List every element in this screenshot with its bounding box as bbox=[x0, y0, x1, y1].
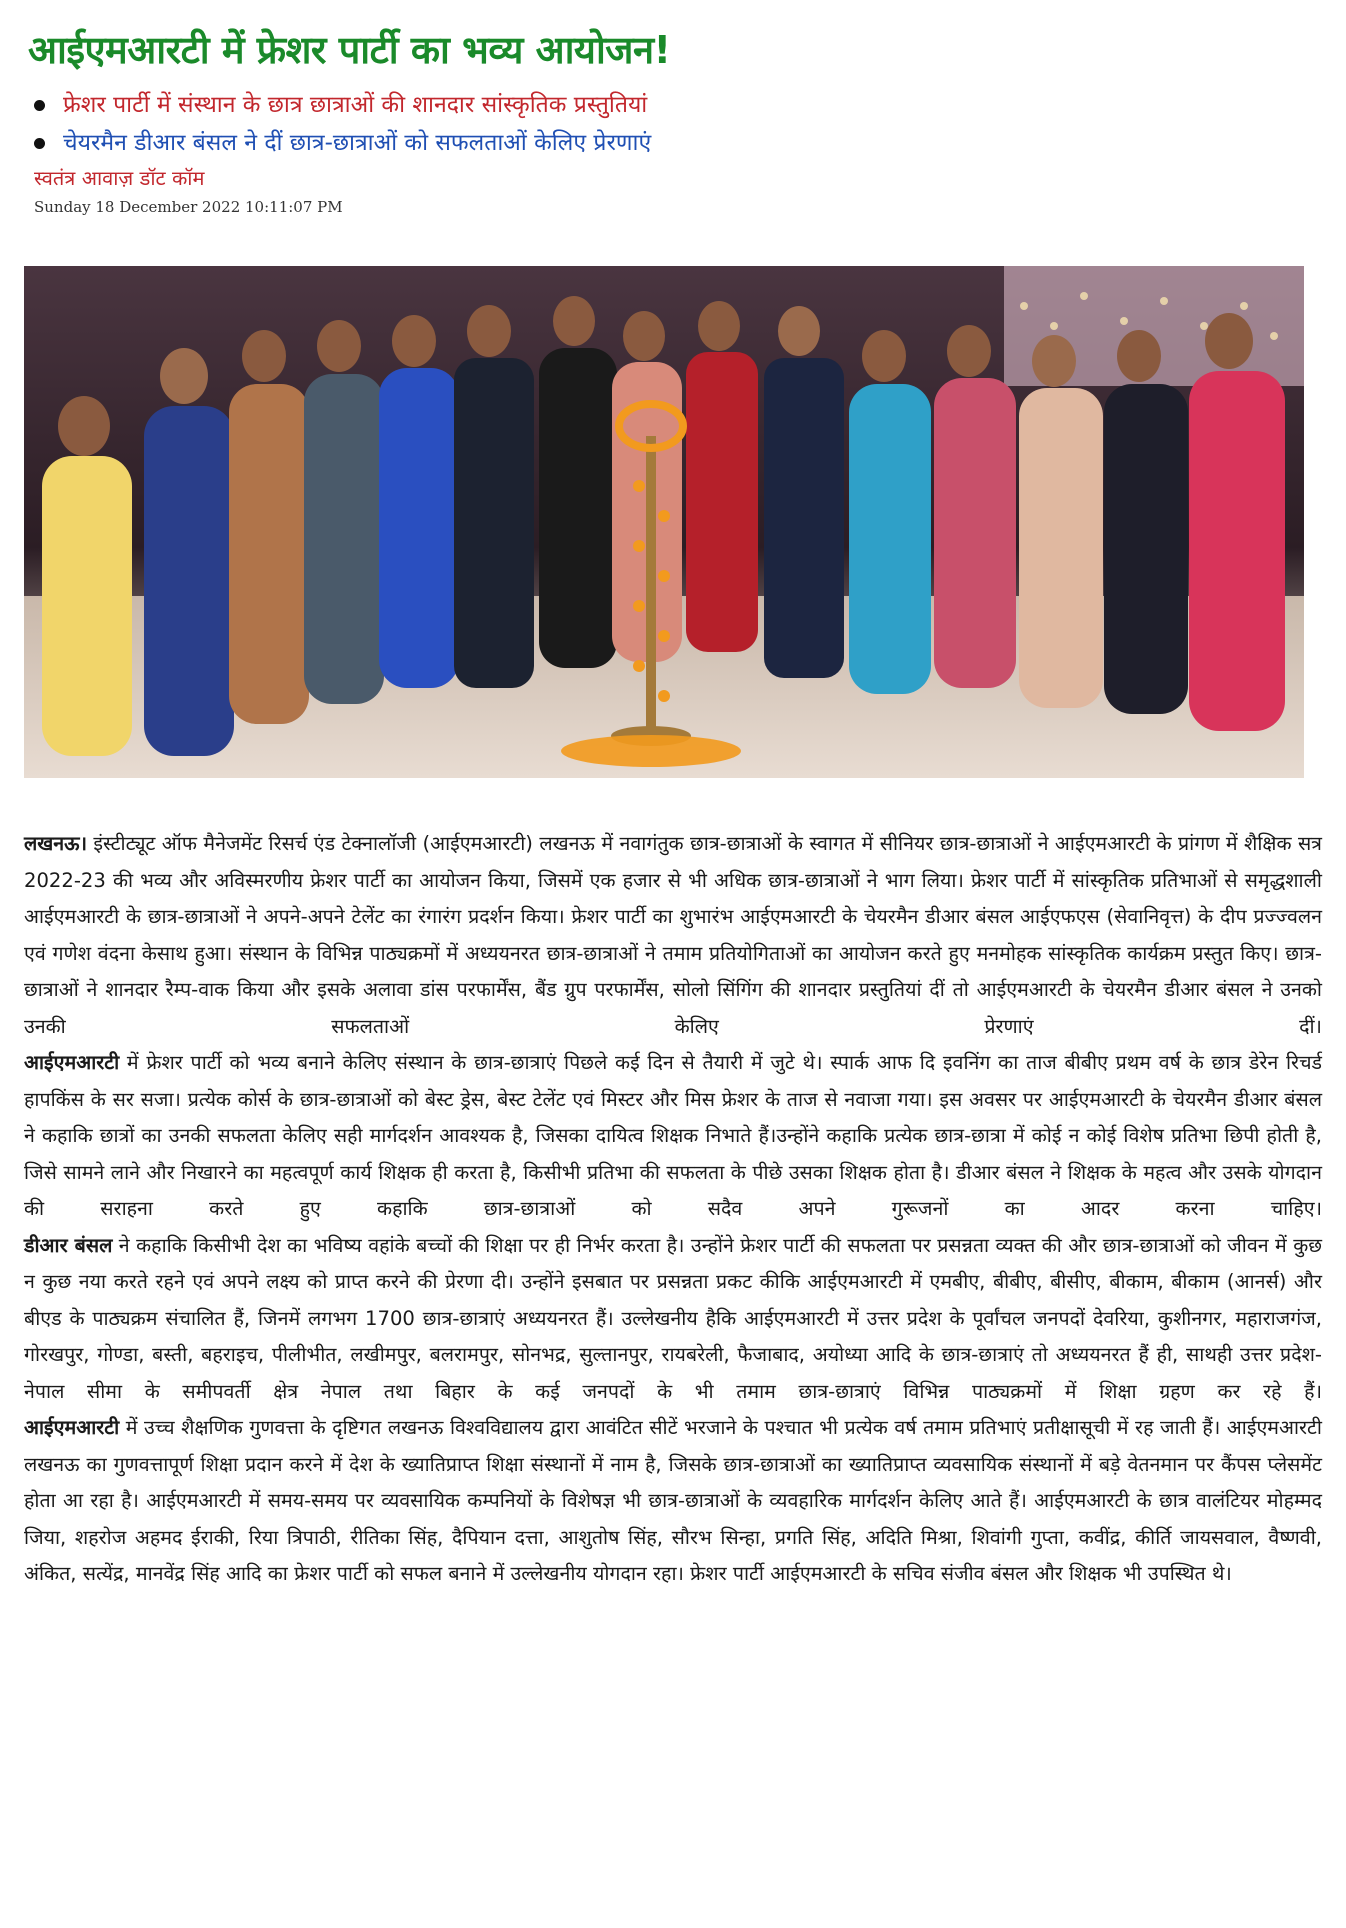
paragraph-text: में उच्च शैक्षणिक गुणवत्ता के दृष्टिगत लखनऊ विश्वविद्यालय द्वारा आवंटित सीटें भरजाने के पश्चात भी प्रत्येक वर्ष तमाम प्रतिभाएं प्रतीक्षासूची में रह जाती हैं। आईएमआरटी लखनऊ का गुणवत्तापूर्ण शिक्षा प्रदान करने में देश के ख्यातिप्राप्त शिक्षा संस्थानों में नाम है, जिसके छात्र-छात्राओं का ख्यातिप्राप्त व्यवसायिक संस्थानों में बड़े वेतनमान पर कैंपस प्लेसमेंट होता आ रहा है। आईएमआरटी में समय-समय पर व्यवसायिक कम्पनियों के विशेषज्ञ भी छात्र-छात्राओं के व्यवहारिक मार्गदर्शन केलिए आते हैं। आईएमआरटी के छात्र वालंटियर मोहम्मद जिया, शहरोज अहमद ईराकी, रिया त्रिपाठी, रीतिका सिंह, दैपियान दत्ता, आशुतोष सिंह, सौरभ सिन्हा, प्रगति सिंह, अदिति मिश्रा, शिवांगी गुप्ता, कवींद्र, कीर्ति जायसवाल, वैष्णवी, अंकित, सत्येंद्र, मानवेंद्र सिंह आदि का फ्रेशर पार्टी को सफल बनाने में उल्लेखनीय योगदान रहा। फ्रेशर पार्टी आईएमआरटी के सचिव संजीव बंसल और शिक्षक भी उपस्थित थे। bbox=[24, 1416, 1322, 1585]
paragraph-lead: आईएमआरटी bbox=[24, 1051, 120, 1074]
article-paragraph bbox=[24, 826, 1322, 1045]
article-paragraph bbox=[24, 1410, 1322, 1593]
paragraph-text: इंस्टीट्यूट ऑफ मैनेजमेंट रिसर्च एंड टेक्नालॉजी (आईएमआरटी) लखनऊ में नवागंतुक छात्र-छात्राओं के स्वागत में सीनियर छात्र-छात्राओं ने आईएमआरटी के प्रांगण में शैक्षिक सत्र 2022-23 की भव्य और अविस्मरणीय फ्रेशर पार्टी का आयोजन किया, जिसमें एक हजार से भी अधिक छात्र-छात्राओं ने भाग लिया। फ्रेशर पार्टी में सांस्कृतिक प्रतिभाओं से समृद्धशाली आईएमआरटी के छात्र-छात्राओं ने अपने-अपने टेलेंट का रंगारंग प्रदर्शन किया। फ्रेशर पार्टी का शुभारंभ आईएमआरटी के चेयरमैन डीआर बंसल आईएफएस (सेवानिवृत्त) के दीप प्रज्ज्वलन एवं गणेश वंदना केसाथ हुआ। संस्थान के विभिन्न पाठ्यक्रमों में अध्ययनरत छात्र-छात्राओं ने तमाम प्रतियोगिताओं का आयोजन करते हुए मनमोहक सांस्कृतिक कार्यक्रम प्रस्तुत किए। छात्र-छात्राओं ने शानदार रैम्प-वाक किया और इसके अलावा डांस परफार्मेंस, बैंड ग्रुप परफार्मेंस, सोलो सिंगिंग की शानदार प्रस्तुतियां दीं तो आईएमआरटी के चेयरमैन डीआर बंसल ने उनको उनकी सफलताओं केलिए प्रेरणाएं दीं। bbox=[24, 832, 1323, 1038]
subheadline-text: चेयरमैन डीआर बंसल ने दीं छात्र-छात्राओं को सफलताओं केलिए प्रेरणाएं bbox=[63, 130, 652, 156]
article-paragraph bbox=[24, 1045, 1322, 1228]
article-body bbox=[24, 826, 1322, 1593]
subheadline-item bbox=[34, 86, 1324, 124]
article-paragraph bbox=[24, 1228, 1322, 1411]
source-name: स्वतंत्र आवाज़ डॉट कॉम bbox=[34, 166, 205, 190]
subheadline-text: फ्रेशर पार्टी में संस्थान के छात्र छात्राओं की शानदार सांस्कृतिक प्रस्तुतियां bbox=[63, 92, 648, 118]
paragraph-text: में फ्रेशर पार्टी को भव्य बनाने केलिए संस्थान के छात्र-छात्राएं पिछले कई दिन से तैयारी में जुटे थे। स्पार्क आफ दि इवनिंग का ताज बीबीए प्रथम वर्ष के छात्र डेरेन रिचर्ड हापकिंस के सर सजा। प्रत्येक कोर्स के छात्र-छात्राओं को बेस्ट ड्रेस, बेस्ट टेलेंट एवं मिस्टर और मिस फ्रेशर के ताज से नवाजा गया। इस अवसर पर आईएमआरटी के चेयरमैन डीआर बंसल ने कहाकि छात्रों का उनकी सफलता केलिए सही मार्गदर्शन आवश्यक है, जिसका दायित्व शिक्षक निभाते हैं।उन्होंने कहाकि प्रत्येक छात्र-छात्रा में कोई न कोई विशेष प्रतिभा छिपी होती है, जिसे सामने लाने और निखारने का महत्वपूर्ण कार्य शिक्षक ही करता है, किसीभी प्रतिभा की सफलता के पीछे उसका शिक्षक होता है। डीआर बंसल ने शिक्षक के महत्व और उसके योगदान की सराहना करते हुए कहाकि छात्र-छात्राओं को सदैव अपने गुरूजनों का आदर करना चाहिए। bbox=[24, 1051, 1322, 1220]
subheadline-item bbox=[34, 124, 1324, 162]
subheadline-list bbox=[34, 86, 1324, 162]
bullet-icon bbox=[34, 100, 45, 111]
dateline-city: लखनऊ। bbox=[24, 832, 87, 855]
dateline: Sunday 18 December 2022 10:11:07 PM bbox=[34, 198, 343, 216]
paragraph-text: ने कहाकि किसीभी देश का भविष्य वहांके बच्चों की शिक्षा पर ही निर्भर करता है। उन्होंने फ्रेशर पार्टी की सफलता पर प्रसन्नता व्यक्त की और छात्र-छात्राओं को जीवन में कुछ न कुछ नया करते रहने एवं अपने लक्ष्य को प्राप्त करने की प्रेरणा दी। उन्होंने इसबात पर प्रसन्नता प्रकट कीकि आईएमआरटी में एमबीए, बीबीए, बीसीए, बीकाम, बीकाम (आनर्स) और बीएड के पाठ्यक्रम संचालित हैं, जिनमें लगभग 1700 छात्र-छात्राएं अध्ययनरत हैं। उल्लेखनीय हैकि आईएमआरटी में उत्तर प्रदेश के पूर्वांचल जनपदों देवरिया, कुशीनगर, महाराजगंज, गोरखपुर, गोण्डा, बस्ती, बहराइच, पीलीभीत, लखीमपुर, बलरामपुर, सोनभद्र, सुल्तानपुर, रायबरेली, फैजाबाद, अयोध्या आदि के छात्र-छात्राएं तो अध्ययनरत हैं ही, साथही उत्तर प्रदेश-नेपाल सीमा के समीपवर्ती क्षेत्र नेपाल तथा बिहार के कई जनपदों के भी तमाम छात्र-छात्राएं विभिन्न पाठ्यक्रमों में शिक्षा ग्रहण कर रहे हैं। bbox=[24, 1233, 1322, 1403]
event-photo bbox=[24, 266, 1304, 778]
bullet-icon bbox=[34, 138, 45, 149]
paragraph-lead: डीआर बंसल bbox=[24, 1233, 113, 1257]
event-photo-illustration bbox=[24, 266, 1304, 778]
paragraph-lead: आईएमआरटी bbox=[24, 1416, 120, 1439]
headline: आईएमआरटी में फ्रेशर पार्टी का भव्य आयोजन! bbox=[28, 28, 671, 72]
